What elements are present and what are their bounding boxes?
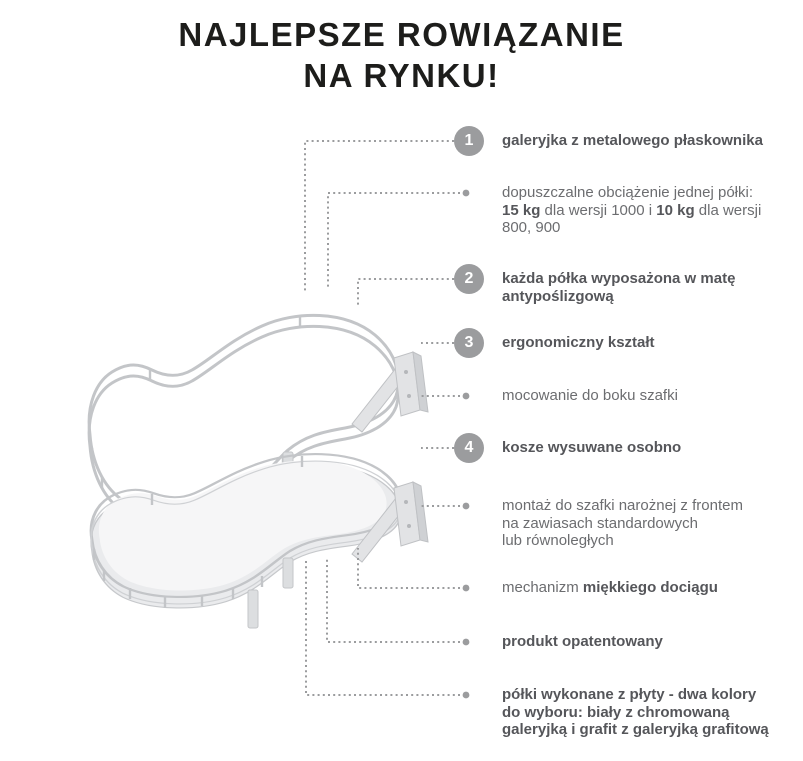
annotation-text-segment: ergonomiczny kształt — [502, 334, 655, 351]
annotation-row-kosze — [454, 432, 754, 457]
annotation-text-segment: miękkiego dociągu — [582, 579, 718, 596]
annotation-text-segment: mechanizm — [502, 579, 583, 596]
annotation-text-segment: montaż do szafki narożnej z frontem — [502, 497, 743, 514]
annotation-text — [502, 432, 754, 457]
leader-kolory — [306, 560, 469, 698]
annotation-text-segment: produkt opatentowany — [502, 633, 663, 650]
annotation-text-segment: 800, 900 — [502, 219, 561, 236]
annotation-line — [502, 686, 757, 704]
annotation-text-segment: lub równoległych — [502, 532, 614, 549]
number-badge: 2 — [454, 264, 484, 294]
page-title-line1: NAJLEPSZE ROWIĄZANIE — [178, 16, 625, 53]
number-badge: 3 — [454, 328, 484, 358]
page-title-line2: NA RYNKU! — [303, 57, 500, 94]
number-badge: 1 — [454, 126, 484, 156]
leader-patent — [327, 558, 469, 645]
annotation-text-segment: półki wykonane z płyty - dwa kolory — [502, 686, 757, 703]
annotation-line — [502, 532, 754, 550]
annotation-row-galeryjka — [454, 125, 763, 150]
annotation-line — [502, 579, 754, 597]
leader-mata — [358, 279, 454, 306]
annotation-line — [502, 633, 754, 651]
annotation-text-segment: 10 kg — [656, 201, 695, 219]
annotation-text — [502, 490, 754, 550]
annotation-line — [502, 288, 754, 306]
annotation-line — [502, 334, 754, 352]
annotation-text-segment: 15 kg — [502, 201, 541, 219]
annotation-line — [502, 270, 754, 288]
annotation-line — [502, 201, 762, 220]
annotation-row-dociag — [454, 572, 754, 597]
annotation-text-segment: dla wersji 1000 i — [540, 201, 657, 219]
annotation-row-ksztalt — [454, 327, 754, 352]
annotation-text — [502, 327, 754, 352]
annotation-text-segment: dla wersji — [694, 201, 762, 219]
annotation-line — [502, 497, 754, 515]
annotation-text-segment: dopuszczalne obciążenie jednej półki: — [502, 184, 754, 201]
annotation-text-segment: galeryjką i grafit z galeryjką grafitową — [502, 721, 769, 738]
annotation-text — [502, 572, 754, 597]
leader-dociag — [358, 548, 469, 591]
annotation-text-segment: mocowanie do boku szafki — [502, 387, 678, 404]
annotation-line — [502, 184, 754, 202]
annotation-text-segment: kosze wysuwane osobno — [502, 439, 682, 456]
leader-obciazenie — [328, 190, 469, 289]
annotation-row-patent — [454, 626, 754, 651]
annotation-row-mocowanie — [454, 380, 754, 405]
annotation-line — [502, 515, 754, 533]
annotation-text-segment: na zawiasach standardowych — [502, 514, 698, 532]
annotation-text — [502, 177, 762, 237]
annotation-line — [502, 439, 754, 457]
annotation-text — [502, 263, 754, 305]
annotation-row-kolory — [454, 679, 769, 739]
annotation-line — [502, 387, 754, 405]
annotation-line — [502, 704, 754, 722]
annotation-row-mata — [454, 263, 754, 305]
annotation-line — [502, 219, 754, 237]
number-badge: 4 — [454, 433, 484, 463]
annotation-line — [502, 721, 769, 739]
annotation-row-montaz — [454, 490, 754, 550]
annotation-line — [502, 132, 763, 150]
annotation-row-obciazenie — [454, 177, 762, 237]
annotation-text — [502, 626, 754, 651]
annotation-text-segment: do wyboru: biały z chromowaną — [502, 703, 730, 721]
annotation-text — [502, 679, 769, 739]
annotation-text — [502, 125, 763, 150]
annotation-text-segment: galeryjka z metalowego płaskownika — [502, 132, 763, 149]
annotation-text — [502, 380, 754, 405]
annotation-text-segment: antypoślizgową — [502, 287, 614, 305]
annotation-text-segment: każda półka wyposażona w matę — [502, 270, 736, 287]
